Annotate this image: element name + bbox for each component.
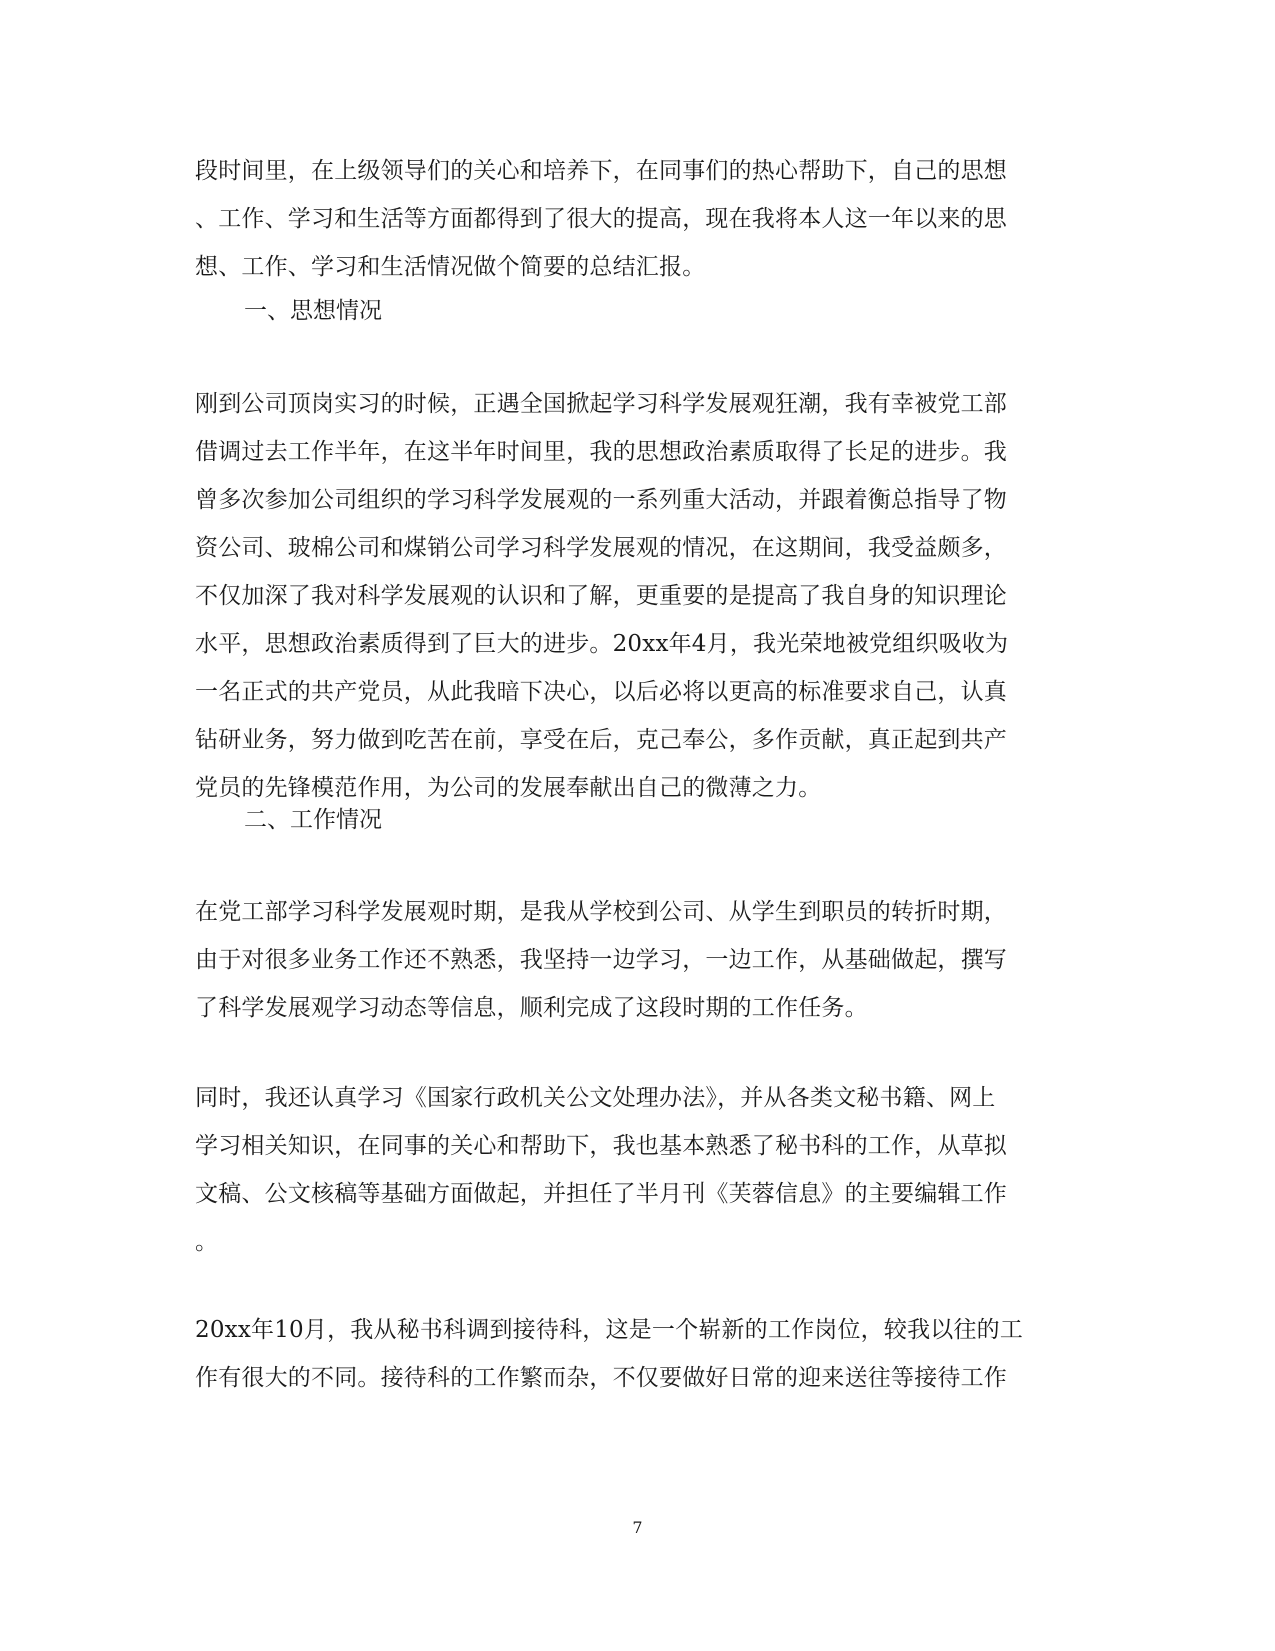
- section-heading-thought: 一、思想情况: [244, 298, 382, 324]
- paragraph-thought: 刚到公司顶岗实习的时候，正遇全国掀起学习科学发展观狂潮，我有幸被党工部 借调过去工作半年，在这半年时间里，我的思想政治素质取得了长足的进步。我 曾多次参加公司组织的学习科学发展观的一系列重大活动，并跟着衡总指导了物 资公司、玻棉公司和煤销公司学习科学发展观的情况，在这期间，我受益颇多， 不仅加深了我对科学发展观的认识和了解，更重要的是提高了我自身的知识理论 水平，思想政治素质得到了巨大的进步。20xx年4月，我光荣地被党组织吸收为 一名正式的共产党员，从此我暗下决心，以后必将以更高的标准要求自己，认真 钻研业务，努力做到吃苦在前，享受在后，克己奉公，多作贡献，真正起到共产 党员的先锋模范作用，为公司的发展奉献出自己的微薄之力。: [195, 391, 1009, 801]
- page-number: 7: [632, 1518, 643, 1537]
- paragraph-work-secretary: 同时，我还认真学习《国家行政机关公文处理办法》，并从各类文秘书籍、网上 学习相关知识，在同事的关心和帮助下，我也基本熟悉了秘书科的工作，从草拟 文稿、公文核稿等基础方面做起，并担任了半月刊《芙蓉信息》的主要编辑工作 。: [195, 1085, 1007, 1255]
- paragraph-work-reception: 20xx年10月，我从秘书科调到接待科，这是一个崭新的工作岗位，较我以往的工 作有很大的不同。接待科的工作繁而杂，不仅要做好日常的迎来送往等接待工作: [195, 1317, 1024, 1391]
- paragraph-work-party: 在党工部学习科学发展观时期，是我从学校到公司、从学生到职员的转折时期， 由于对很多业务工作还不熟悉，我坚持一边学习，一边工作，从基础做起，撰写 了科学发展观学习动态等信息，顺利完成了这段时期的工作任务。: [195, 899, 1007, 1021]
- section-heading-work: 二、工作情况: [244, 807, 382, 833]
- paragraph-intro: 段时间里，在上级领导们的关心和培养下，在同事们的热心帮助下，自己的思想 、工作、学习和生活等方面都得到了很大的提高，现在我将本人这一年以来的思 想、工作、学习和生活情况做个简要的总结汇报。: [195, 158, 1007, 280]
